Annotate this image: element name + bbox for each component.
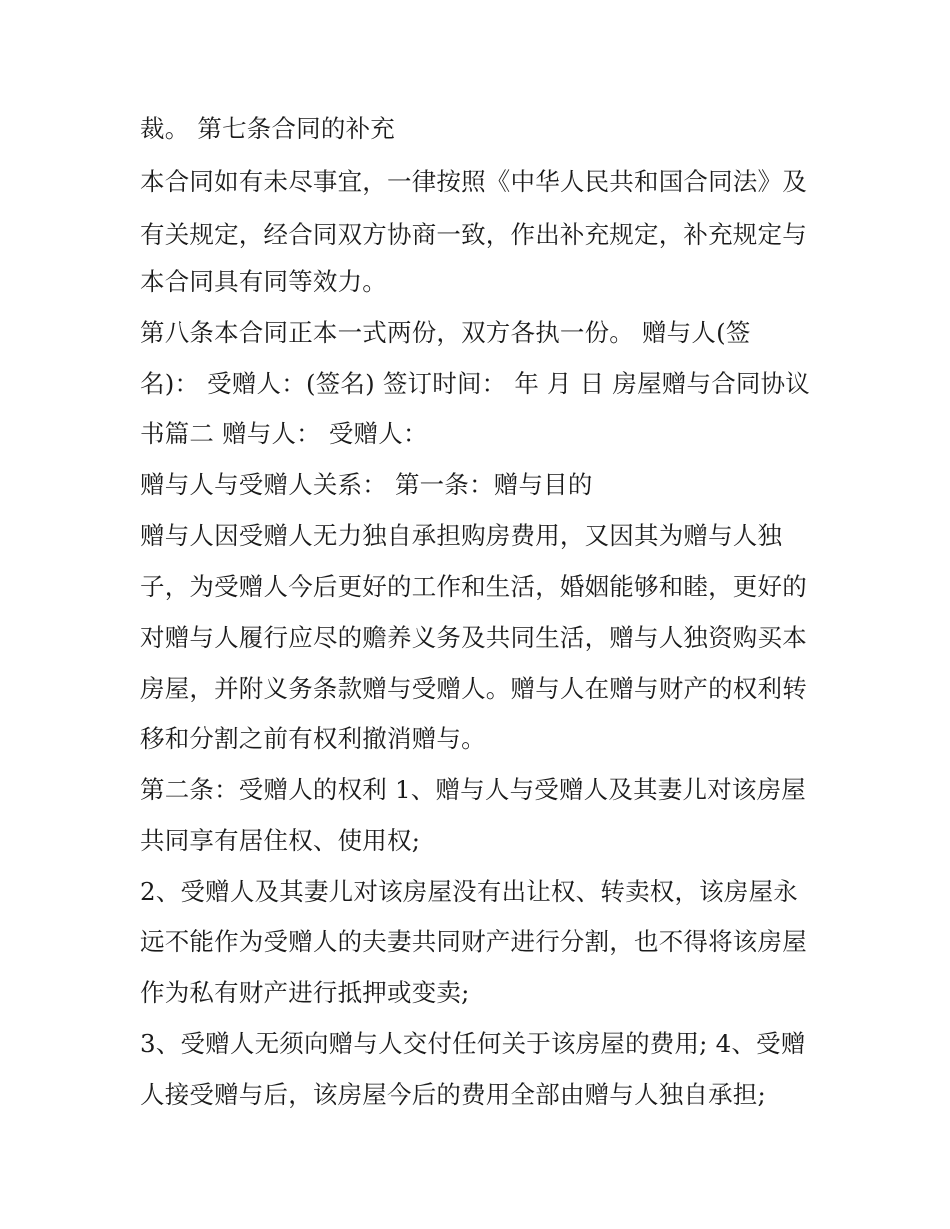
text-line: 子，为受赠人今后更好的工作和生活，婚姻能够和睦，更好的	[140, 572, 807, 601]
text-line: 对赠与人履行应尽的赡养义务及共同生活，赠与人独资购买本	[140, 623, 807, 652]
text-line: 赠与人因受赠人无力独自承担购房费用，又因其为赠与人独	[140, 521, 783, 550]
text-line: 共同享有居住权、使用权;	[140, 826, 421, 855]
text-line: 本合同具有同等效力。	[140, 267, 387, 296]
text-line: 人接受赠与后，该房屋今后的费用全部由赠与人独自承担;	[140, 1080, 766, 1109]
text-line: 房屋，并附义务条款赠与受赠人。赠与人在赠与财产的权利转	[140, 674, 807, 703]
text-line: 名)： 受赠人：(签名) 签订时间： 年 月 日 房屋赠与合同协议	[140, 369, 810, 398]
text-line: 有关规定，经合同双方协商一致，作出补充规定，补充规定与	[140, 220, 807, 249]
text-line: 书篇二 赠与人： 受赠人：	[140, 419, 428, 448]
text-line: 3、受赠人无须向赠与人交付任何关于该房屋的费用; 4、受赠	[140, 1029, 806, 1058]
text-line: 裁。 第七条合同的补充	[140, 114, 395, 143]
text-line: 2、受赠人及其妻儿对该房屋没有出让权、转卖权，该房屋永	[140, 877, 798, 906]
text-line: 第二条：受赠人的权利 1、赠与人与受赠人及其妻儿对该房屋	[140, 775, 806, 804]
text-line: 移和分割之前有权利撤消赠与。	[140, 724, 486, 753]
text-line: 第八条本合同正本一式两份，双方各执一份。 赠与人(签	[140, 318, 751, 347]
text-line: 作为私有财产进行抵押或变卖;	[140, 978, 470, 1007]
text-line: 赠与人与受赠人关系： 第一条：赠与目的	[140, 470, 593, 499]
text-line: 本合同如有未尽事宜，一律按照《中华人民共和国合同法》及	[140, 167, 807, 196]
text-line: 远不能作为受赠人的夫妻共同财产进行分割，也不得将该房屋	[140, 927, 807, 956]
